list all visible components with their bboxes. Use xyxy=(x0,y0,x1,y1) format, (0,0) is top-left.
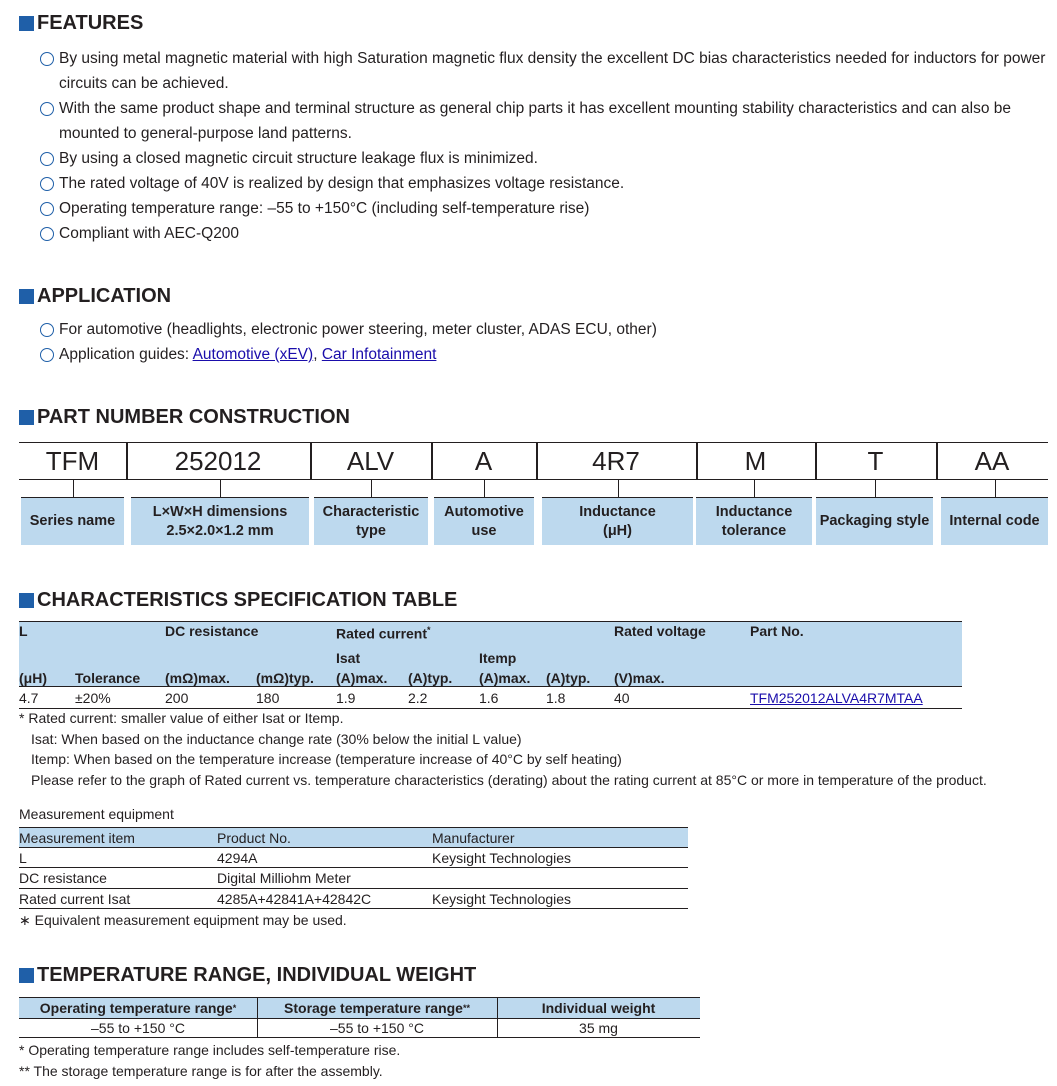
connector-line xyxy=(618,480,619,497)
spec-notes xyxy=(19,708,987,790)
cell-item: L xyxy=(19,849,27,866)
features-item-text: Operating temperature range: –55 to +150°C (including self-temperature rise) xyxy=(59,200,590,217)
cell-individual-weight: 35 mg xyxy=(579,1020,618,1036)
circle-bullet-icon xyxy=(40,152,54,166)
circle-bullet-icon xyxy=(40,177,54,191)
cell-storage-range: –55 to +150 °C xyxy=(330,1020,424,1036)
header-tolerance: Tolerance xyxy=(75,670,141,686)
circle-bullet-icon xyxy=(40,102,54,116)
part-label-4: Automotive use xyxy=(434,498,534,545)
features-title-text: FEATURES xyxy=(37,12,144,34)
part-code-7: T xyxy=(867,445,884,476)
application-item xyxy=(40,317,1052,342)
link-separator: , xyxy=(313,346,322,363)
features-title xyxy=(19,13,143,33)
part-code-5: 4R7 xyxy=(592,445,640,476)
temperature-notes xyxy=(19,1040,400,1081)
cell-manufacturer: Keysight Technologies xyxy=(432,890,572,907)
features-list xyxy=(40,46,1052,246)
header-individual-weight: Individual weight xyxy=(541,1000,656,1016)
part-label-1: Series name xyxy=(21,498,124,545)
cell-manufacturer: Keysight Technologies xyxy=(432,849,572,866)
features-item xyxy=(40,46,1052,96)
section-square-icon xyxy=(19,16,34,31)
header-storage-text: Storage temperature range xyxy=(284,1000,463,1016)
part-code-3: ALV xyxy=(346,445,395,476)
part-code-2: 252012 xyxy=(174,445,262,476)
header-dcr-max: (mΩ)max. xyxy=(165,670,230,686)
connector-line xyxy=(371,480,372,497)
cell-itemp-typ: 1.8 xyxy=(546,690,566,706)
cell-isat-typ: 2.2 xyxy=(408,690,428,706)
cell-product-no: 4285A+42841A+42842C xyxy=(217,890,372,907)
table-row xyxy=(19,889,688,910)
header-rated-current-text: Rated current xyxy=(336,625,428,642)
connector-line xyxy=(754,480,755,497)
connector-line xyxy=(484,480,485,497)
application-list xyxy=(40,317,1052,367)
part-code-8: AA xyxy=(974,445,1010,476)
features-item xyxy=(40,96,1052,146)
header-product-no: Product No. xyxy=(217,830,291,846)
cell-operating-range: –55 to +150 °C xyxy=(91,1020,185,1036)
spec-note: Please refer to the graph of Rated current vs. temperature characteristics (derating) about the rating current at 85°C or more in temperature of the product. xyxy=(31,771,987,788)
cell-itemp-max: 1.6 xyxy=(479,690,499,706)
code-divider xyxy=(310,442,312,480)
header-isat: Isat xyxy=(336,650,361,666)
temperature-header-row xyxy=(19,997,700,1019)
application-item-text: For automotive (headlights, electronic power steering, meter cluster, ADAS ECU, other) xyxy=(59,321,657,338)
temperature-note: ** The storage temperature range is for after the assembly. xyxy=(19,1062,383,1079)
features-item xyxy=(40,146,1052,171)
features-item xyxy=(40,171,1052,196)
cell-product-no: 4294A xyxy=(217,849,258,866)
header-part-no: Part No. xyxy=(750,623,804,639)
part-label-2: L×W×H dimensions 2.5×2.0×1.2 mm xyxy=(131,498,309,545)
temperature-note: * Operating temperature range includes self-temperature rise. xyxy=(19,1042,401,1058)
header-l: L xyxy=(19,623,28,639)
part-number-title-text: PART NUMBER CONSTRUCTION xyxy=(37,406,350,428)
header-itemp: Itemp xyxy=(479,650,517,666)
header-operating-text: Operating temperature range xyxy=(39,1000,233,1016)
cell-dcr-max: 200 xyxy=(165,690,189,706)
connector-line xyxy=(875,480,876,497)
header-v-max: (V)max. xyxy=(614,670,665,686)
connector-line xyxy=(220,480,221,497)
part-no-link[interactable]: TFM252012ALVA4R7MTAA xyxy=(750,690,923,706)
application-item xyxy=(40,342,1052,367)
header-measurement-item: Measurement item xyxy=(19,830,135,846)
cell-item: Rated current Isat xyxy=(19,890,131,907)
header-isat-typ: (A)typ. xyxy=(408,670,453,686)
features-item-text: By using a closed magnetic circuit structure leakage flux is minimized. xyxy=(59,150,538,167)
section-square-icon xyxy=(19,593,34,608)
cell-v-max: 40 xyxy=(614,690,630,706)
header-operating-mark: * xyxy=(232,1003,237,1013)
circle-bullet-icon xyxy=(40,227,54,241)
connector-line xyxy=(73,480,74,497)
application-title-text: APPLICATION xyxy=(37,285,172,307)
circle-bullet-icon xyxy=(40,202,54,216)
part-label-7: Packaging style xyxy=(816,498,933,545)
spec-note: Isat: When based on the inductance change rate (30% below the initial L value) xyxy=(31,730,522,747)
header-manufacturer: Manufacturer xyxy=(432,830,515,846)
header-rated-current-mark: * xyxy=(427,625,431,635)
circle-bullet-icon xyxy=(40,348,54,362)
features-item-text: The rated voltage of 40V is realized by design that emphasizes voltage resistance. xyxy=(59,175,625,192)
table-row xyxy=(19,1019,700,1038)
spec-note: * Rated current: smaller value of either Isat or Itemp. xyxy=(19,710,344,726)
column-divider xyxy=(497,997,498,1038)
spec-table-title-text: CHARACTERISTICS SPECIFICATION TABLE xyxy=(37,589,458,611)
cell-dcr-typ: 180 xyxy=(256,690,280,706)
application-guides-label: Application guides: xyxy=(59,346,193,363)
spec-note: Itemp: When based on the temperature increase (temperature increase of 40°C by self heating) xyxy=(31,751,622,767)
code-divider xyxy=(936,442,938,480)
temperature-title-text: TEMPERATURE RANGE, INDIVIDUAL WEIGHT xyxy=(37,964,477,986)
header-rated-current xyxy=(336,625,431,642)
features-item xyxy=(40,221,1052,246)
spec-table-title xyxy=(19,590,457,610)
header-storage-range xyxy=(257,998,497,1018)
measurement-header-row xyxy=(19,827,688,848)
cell-l: 4.7 xyxy=(19,690,39,706)
table-row xyxy=(19,868,688,889)
part-label-3: Characteristic type xyxy=(314,498,428,545)
header-uh: (μH) xyxy=(19,670,47,686)
measurement-note-text: ∗ Equivalent measurement equipment may be used. xyxy=(19,912,347,928)
header-itemp-typ: (A)typ. xyxy=(546,670,591,686)
application-title xyxy=(19,286,171,306)
cell-tolerance: ±20% xyxy=(75,690,111,706)
section-square-icon xyxy=(19,289,34,304)
measurement-note xyxy=(19,910,347,931)
automotive-xev-link[interactable]: Automotive (xEV) xyxy=(192,346,314,363)
header-itemp-max: (A)max. xyxy=(479,670,531,686)
section-square-icon xyxy=(19,968,34,983)
features-item-text: Compliant with AEC-Q200 xyxy=(59,225,240,242)
part-code-6: M xyxy=(744,445,767,476)
table-row xyxy=(19,848,688,869)
header-operating-range xyxy=(19,998,257,1018)
code-divider xyxy=(815,442,817,480)
connector-line xyxy=(995,480,996,497)
car-infotainment-link[interactable]: Car Infotainment xyxy=(321,346,437,363)
header-storage-mark: ** xyxy=(462,1003,470,1013)
temperature-title xyxy=(19,965,476,985)
part-label-8: Internal code xyxy=(941,498,1048,545)
part-number-title xyxy=(19,407,350,427)
circle-bullet-icon xyxy=(40,323,54,337)
part-code-1: TFM xyxy=(45,445,100,476)
cell-item: DC resistance xyxy=(19,870,107,886)
code-divider xyxy=(536,442,538,480)
code-divider xyxy=(431,442,433,480)
section-square-icon xyxy=(19,410,34,425)
part-code-4: A xyxy=(474,445,493,476)
code-divider xyxy=(126,442,128,480)
header-dc-resistance: DC resistance xyxy=(165,623,259,639)
cell-isat-max: 1.9 xyxy=(336,690,356,706)
code-divider xyxy=(696,442,698,480)
measurement-title: Measurement equipment xyxy=(19,806,174,822)
column-divider xyxy=(257,997,258,1038)
part-label-5: Inductance (μH) xyxy=(542,498,693,545)
part-label-6: Inductance tolerance xyxy=(696,498,812,545)
header-rated-voltage: Rated voltage xyxy=(614,623,706,639)
header-dcr-typ: (mΩ)typ. xyxy=(256,670,314,686)
cell-product-no: Digital Milliohm Meter xyxy=(217,870,351,886)
header-isat-max: (A)max. xyxy=(336,670,388,686)
features-item-text: By using metal magnetic material with high Saturation magnetic flux density the excellent DC bias characteristics needed for inductors for power circuits can be achieved. xyxy=(59,50,1046,92)
features-item xyxy=(40,196,1052,221)
features-item-text: With the same product shape and terminal structure as general chip parts it has excellent mounting stability characteristics and can also be mounted to general-purpose land patterns. xyxy=(59,100,1012,142)
circle-bullet-icon xyxy=(40,52,54,66)
